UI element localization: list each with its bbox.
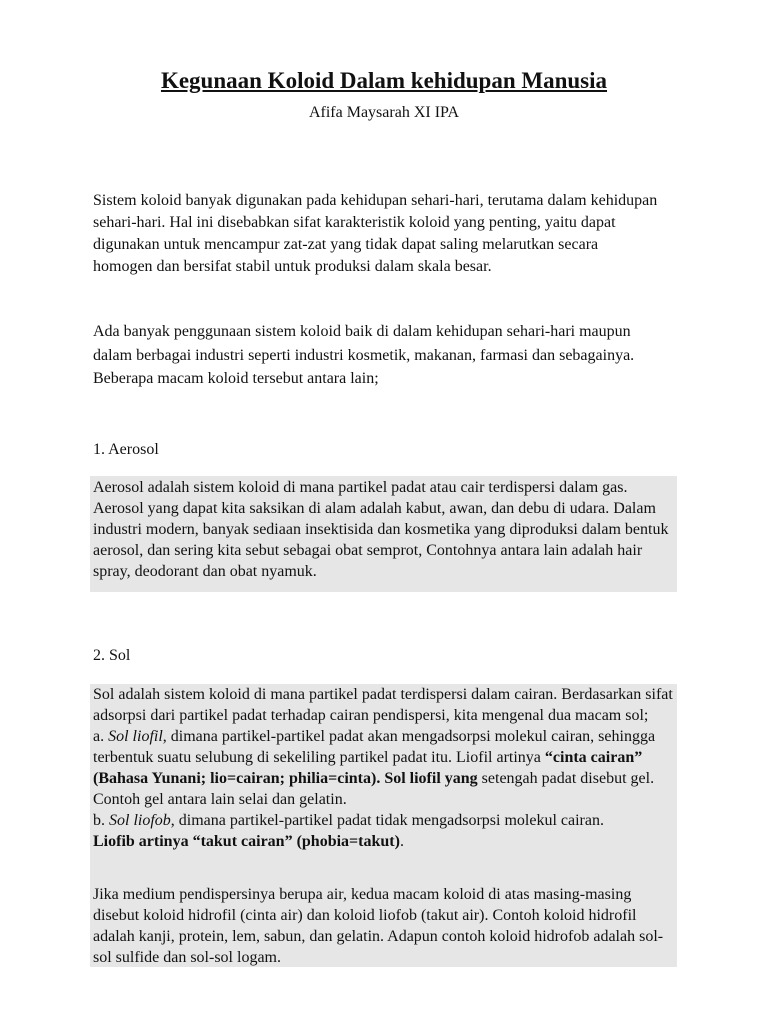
sol-liofob-term: Sol liofob: [109, 812, 171, 829]
intro-paragraph: Sistem koloid banyak digunakan pada kehidupan sehari-hari, terutama dalam kehidupan sehari-hari. Hal ini disebabkan sifat karakteristik koloid yang penting, yaitu dapat digunakan untuk mencampur zat-zat yang tidak dapat saling melarutkan secara homogen dan bersifat stabil untuk produksi dalam skala besar.: [93, 192, 658, 275]
sol-liofob-prefix: b.: [93, 812, 109, 829]
sol-liofob-bold: Liofib artinya “takut cairan” (phobia=takut): [93, 833, 400, 850]
sol-liofil-text: , dimana partikel-partikel padat akan mengadsorpsi molekul cairan, sehingga terbentuk suatu selubung di sekeliling partikel padat itu. Liofil artinya: [93, 728, 656, 766]
document-author: Afifa Maysarah XI IPA: [308, 104, 460, 121]
sol-definition-text: [93, 684, 676, 852]
aerosol-text: Aerosol adalah sistem koloid di mana partikel padat atau cair terdispersi dalam gas. Aerosol yang dapat kita saksikan di alam adalah kabut, awan, dan debu di udara. Dalam industri modern, banyak sediaan insektisida dan kosmetika yang diproduksi dalam bentuk aerosol, dan sering kita sebut sebagai obat semprot, Contohnya antara lain adalah hair spray, deodorant dan obat nyamuk.: [93, 479, 669, 580]
sol-liofil-prefix: a.: [93, 728, 109, 745]
sol-liofob-end: .: [399, 833, 404, 850]
sol-highlight-box: [90, 684, 677, 967]
sol-liofil-text2: setengah padat disebut gel. Contoh gel antara lain selai dan gelatin.: [93, 770, 655, 808]
section-heading-sol: 2. Sol: [93, 647, 131, 664]
intro-paragraph-2: Ada banyak penggunaan sistem koloid baik di dalam kehidupan sehari-hari maupun dalam berbagai industri seperti industri kosmetik, makanan, farmasi dan sebagainya. Beberapa macam koloid tersebut antara lain;: [93, 323, 635, 387]
sol-liofil-term: Sol liofil: [108, 728, 163, 745]
sol-liofob-text: , dimana partikel-partikel padat tidak mengadsorpsi molekul cairan.: [170, 812, 604, 829]
document-title: Kegunaan Koloid Dalam kehidupan Manusia: [160, 68, 608, 93]
sol-liofil-bold: “cinta cairan” (Bahasa Yunani; lio=cairan; philia=cinta). Sol liofil yang: [93, 749, 643, 787]
aerosol-highlight-box: [90, 476, 677, 592]
sol-intro: Sol adalah sistem koloid di mana partikel padat terdispersi dalam cairan. Berdasarkan sifat adsorpsi dari partikel padat terhadap cairan pendispersi, kita mengenal dua macam sol;: [93, 686, 673, 724]
sol-extra-text: Jika medium pendispersinya berupa air, kedua macam koloid di atas masing-masing disebut koloid hidrofil (cinta air) dan koloid liofob (takut air). Contoh koloid hidrofil adalah kanji, protein, lem, sabun, dan gelatin. Adapun contoh koloid hidrofob adalah sol-sol sulfide dan sol-sol logam.: [93, 886, 664, 966]
section-heading-aerosol: 1. Aerosol: [93, 441, 159, 458]
